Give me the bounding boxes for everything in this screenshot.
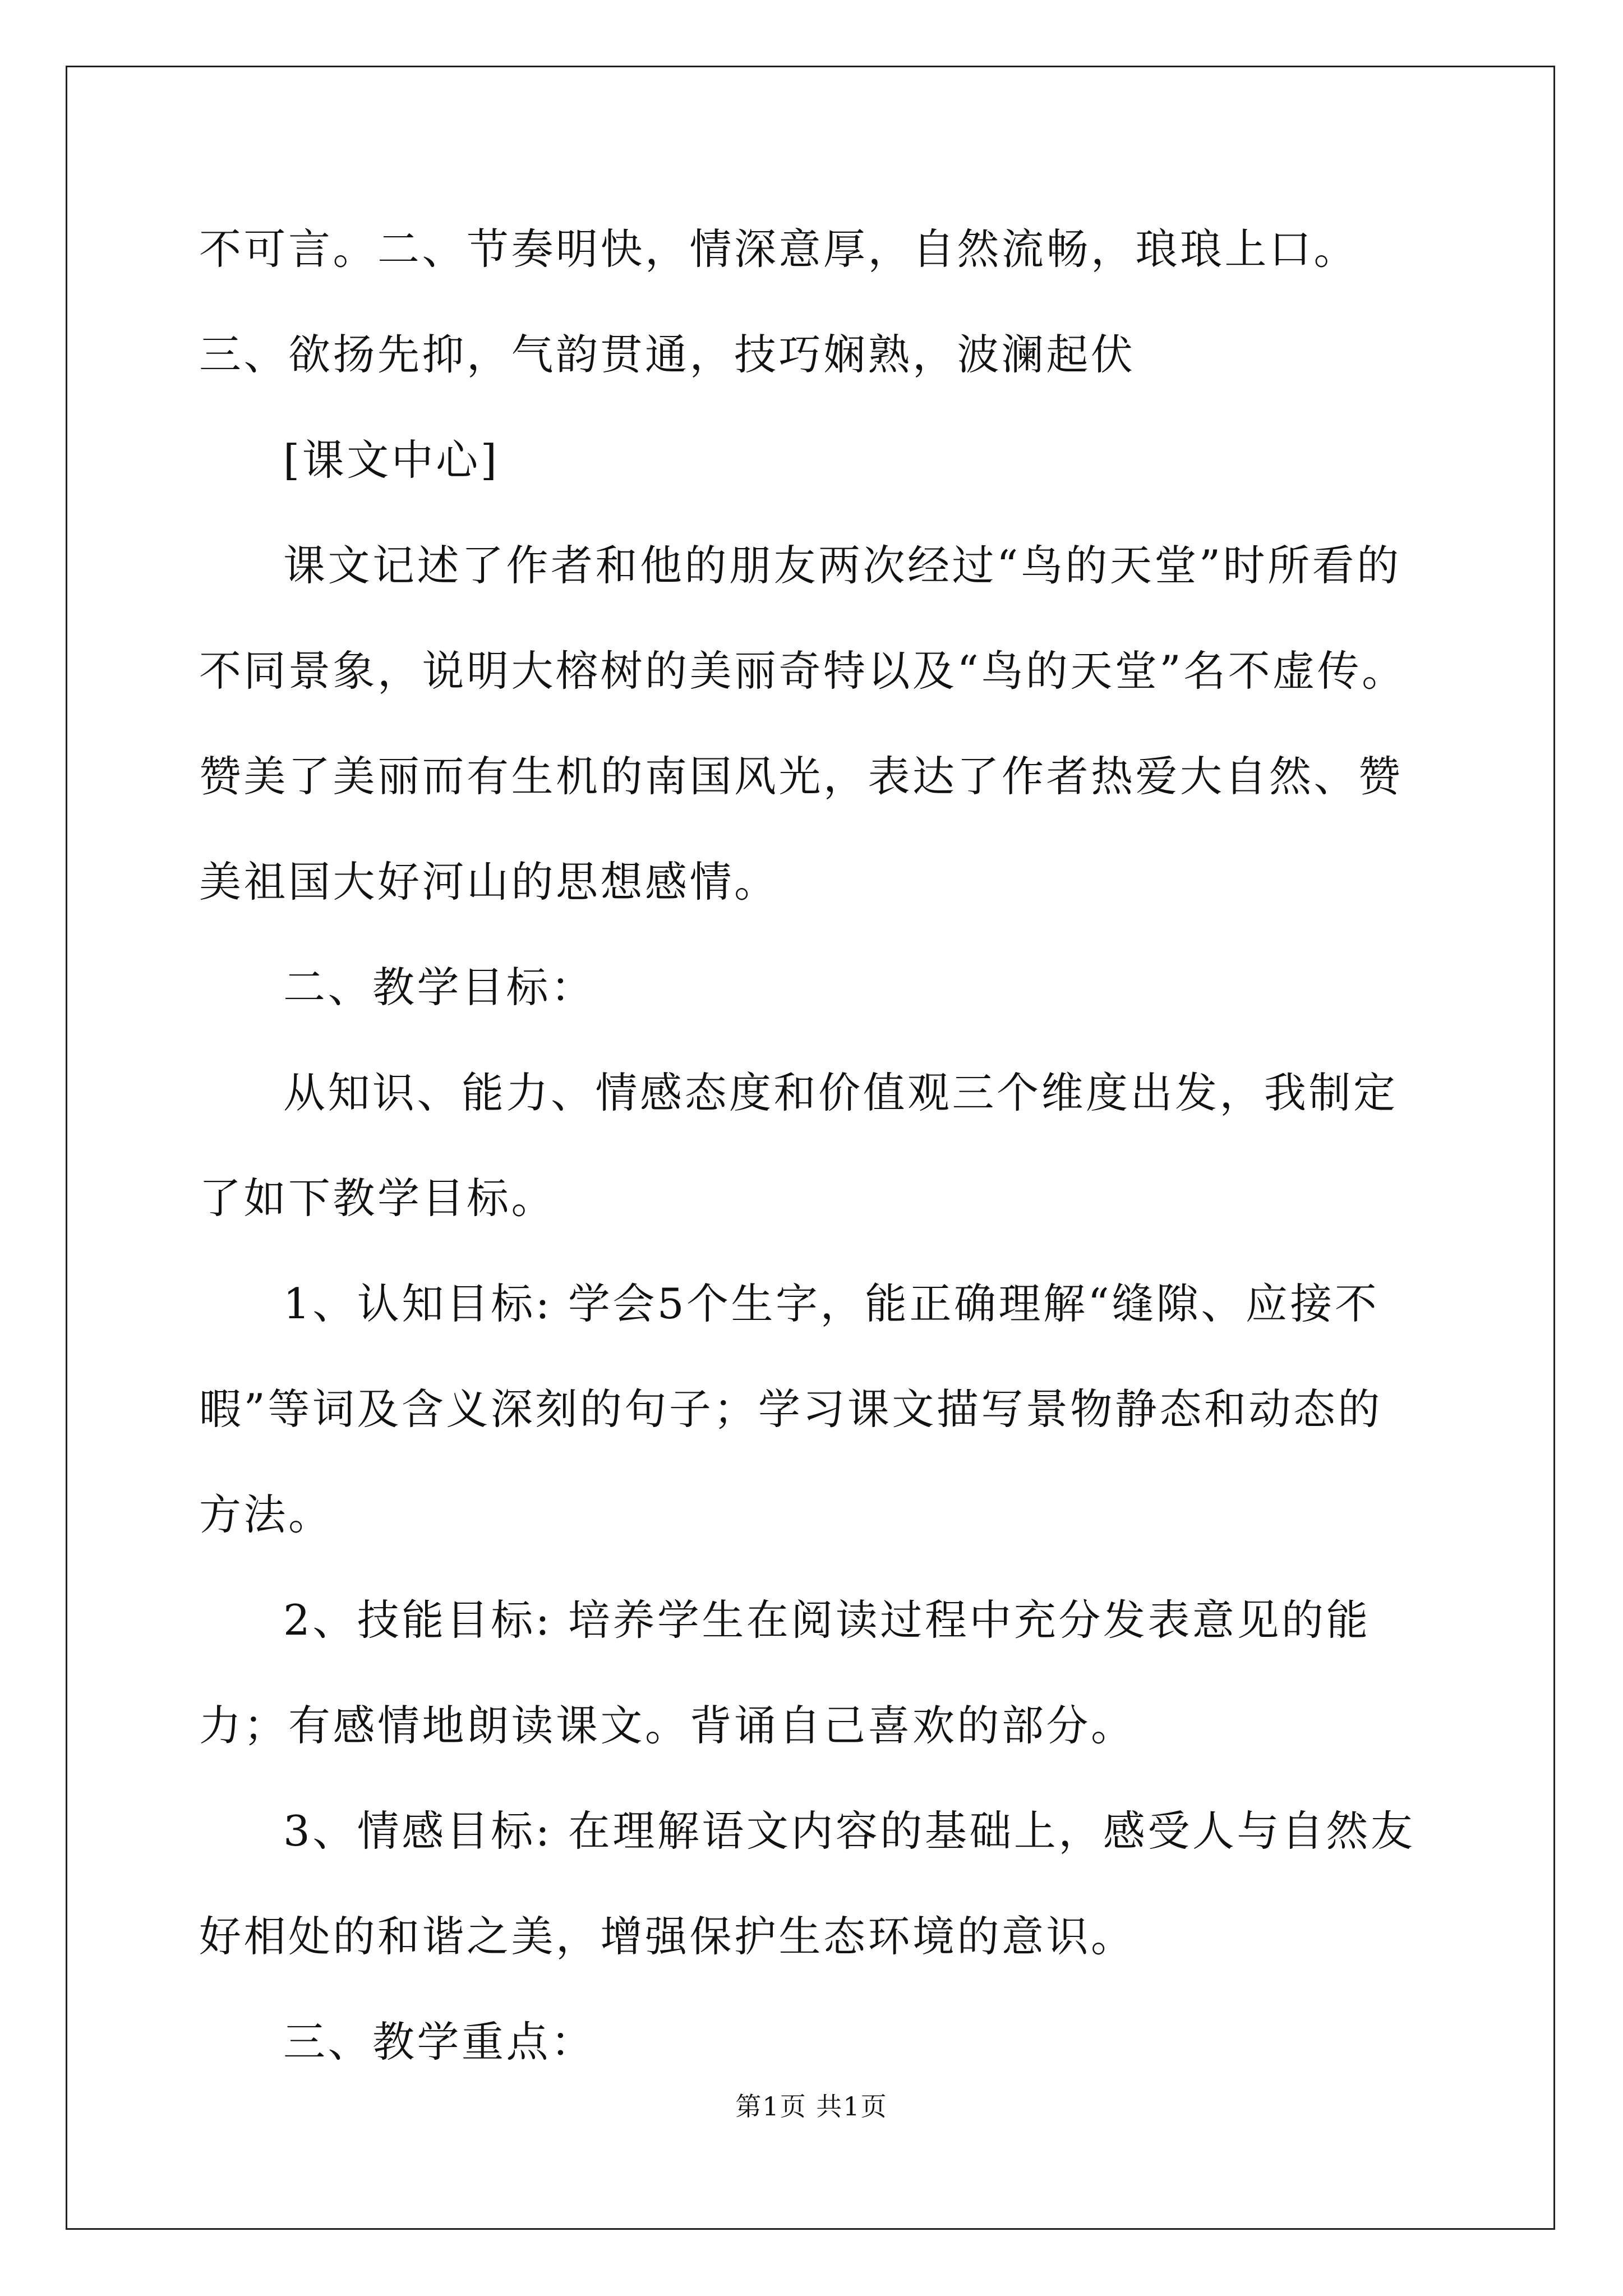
paragraph-continuation: 不可言。二、节奏明快，情深意厚，自然流畅，琅琅上口。三、欲扬先抑，气韵贯通，技巧娴熟，波澜起伏 bbox=[199, 224, 1359, 379]
section-heading-key-points: 三、教学重点： bbox=[283, 2017, 596, 2067]
document-body bbox=[199, 196, 1424, 2095]
paragraph-text-center: 课文记述了作者和他的朋友两次经过“鸟的天堂”时所看的不同景象，说明大榕树的美丽奇特以及“鸟的天堂”名不虚传。赞美了美丽而有生机的南国风光，表达了作者热爱大自然、赞美祖国大好河山的思想感情。 bbox=[199, 541, 1407, 907]
paragraph-goals-intro: 从知识、能力、情感态度和价值观三个维度出发，我制定了如下教学目标。 bbox=[199, 1068, 1398, 1223]
paragraph-skill-goal: 2、技能目标: 培养学生在阅读过程中充分发表意见的能力；有感情地朗读课文。背诵自己喜欢的部分。 bbox=[199, 1595, 1371, 1750]
paragraph-emotion-goal: 3、情感目标: 在理解语文内容的基础上，感受人与自然友好相处的和谐之美，增强保护生态环境的意识。 bbox=[199, 1806, 1415, 1961]
paragraph-cognitive-goal: 1、认知目标: 学会5个生字，能正确理解“缝隙、应接不暇”等词及含义深刻的句子；学习课文描写景物静态和动态的方法。 bbox=[199, 1279, 1382, 1539]
section-heading-text-center: [课文中心] bbox=[283, 435, 500, 485]
section-heading-goals: 二、教学目标： bbox=[283, 963, 596, 1012]
page-footer: 第1页 共1页 bbox=[735, 2091, 888, 2122]
